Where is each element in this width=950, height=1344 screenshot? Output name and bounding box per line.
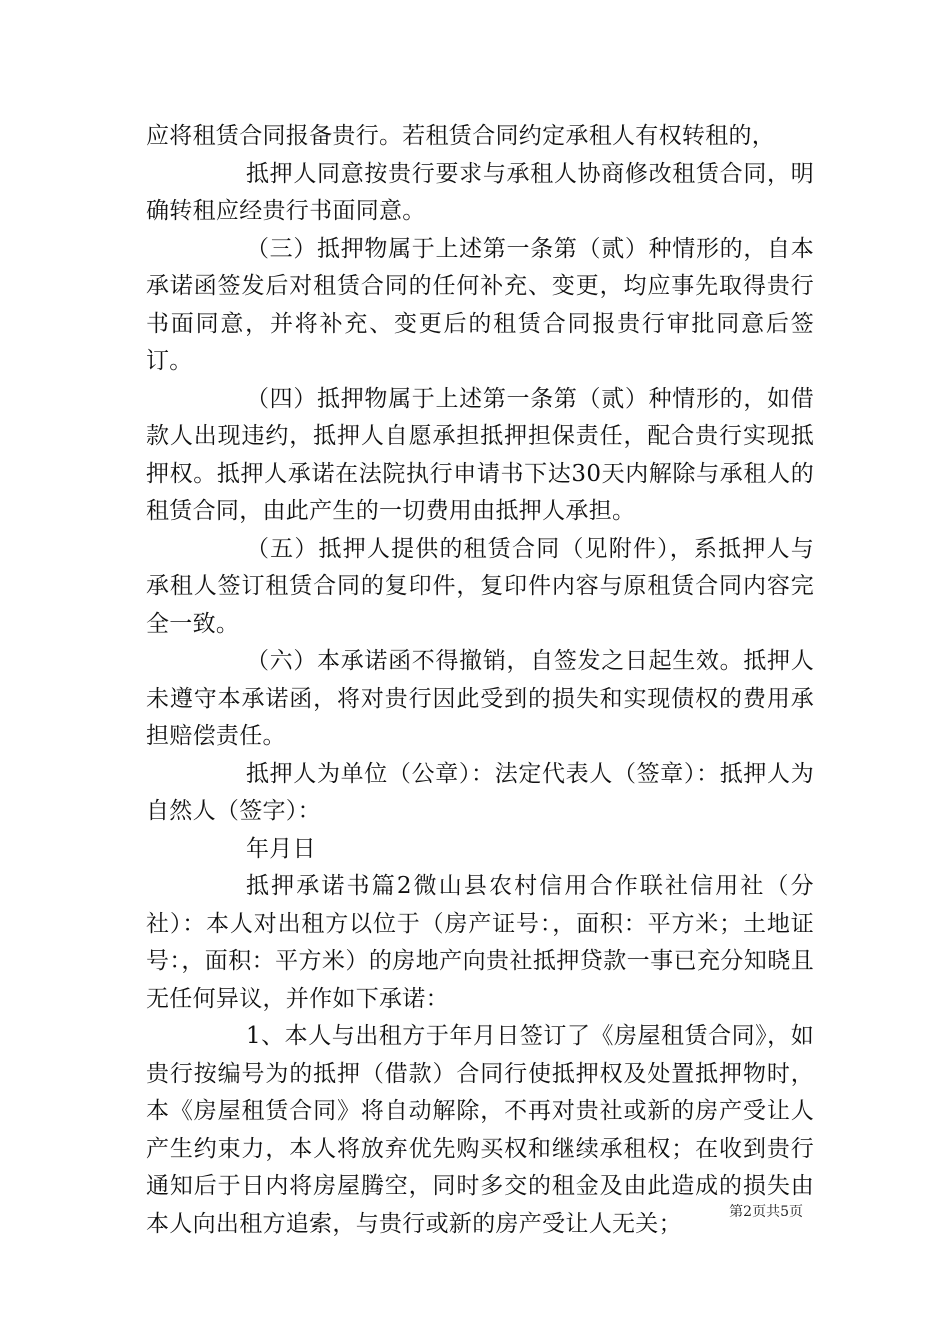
paragraph-3: （三）抵押物属于上述第一条第（贰）种情形的，自本承诺函签发后对租赁合同的任何补充、变更，均应事先取得贵行书面同意，并将补充、变更后的租赁合同报贵行审批同意后签订。	[146, 235, 814, 374]
page-number-footer: 第2页共5页	[729, 1204, 803, 1220]
paragraph-5: （五）抵押人提供的租赁合同（见附件），系抵押人与承租人签订租赁合同的复印件，复印件内容与原租赁合同内容完全一致。	[146, 535, 814, 637]
paragraph-9: 抵押承诺书篇2微山县农村信用合作联社信用社（分社）：本人对出租方以位于（房产证号：，面积：平方米；土地证号：，面积：平方米）的房地产向贵社抵押贷款一事已充分知晓且无任何异议，并作如下承诺：	[146, 873, 814, 1012]
paragraph-2: 抵押人同意按贵行要求与承租人协商修改租赁合同，明确转租应经贵行书面同意。	[146, 160, 814, 224]
paragraph-10: 1、本人与出租方于年月日签订了《房屋租赁合同》，如贵行按编号为的抵押（借款）合同行使抵押权及处置抵押物时，本《房屋租赁合同》将自动解除，不再对贵社或新的房产受让人产生约束力，本人将放弃优先购买权和继续承租权；在收到贵行通知后于日内将房屋腾空，同时多交的租金及由此造成的损失由本人向出租方追索，与贵行或新的房产受让人无关；	[146, 1023, 814, 1237]
document-body	[146, 118, 814, 1243]
paragraph-1: 应将租赁合同报备贵行。若租赁合同约定承租人有权转租的，	[146, 123, 776, 149]
signature-line: 抵押人为单位（公章）：法定代表人（签章）：抵押人为自然人（签字）：	[146, 760, 814, 824]
paragraph-4: （四）抵押物属于上述第一条第（贰）种情形的，如借款人出现违约，抵押人自愿承担抵押担保责任，配合贵行实现抵押权。抵押人承诺在法院执行申请书下达30天内解除与承租人的租赁合同，由此产生的一切费用由抵押人承担。	[146, 385, 814, 524]
date-line: 年月日	[246, 835, 316, 862]
paragraph-6: （六）本承诺函不得撤销，自签发之日起生效。抵押人未遵守本承诺函，将对贵行因此受到的损失和实现债权的费用承担赔偿责任。	[146, 648, 814, 749]
